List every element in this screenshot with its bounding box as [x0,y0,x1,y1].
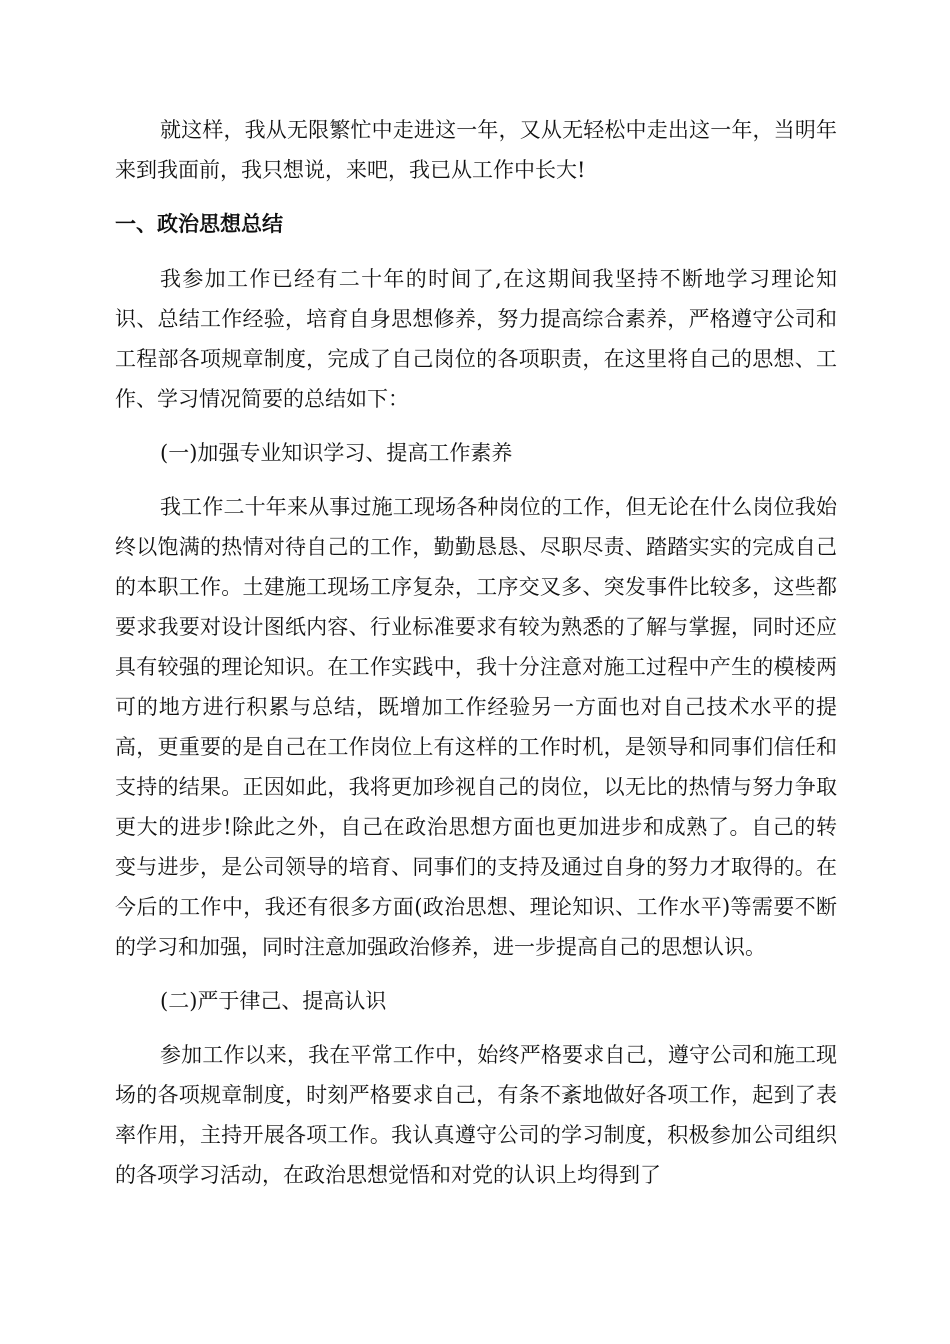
intro-paragraph: 就这样，我从无限繁忙中走进这一年，又从无轻松中走出这一年，当明年来到我面前，我只想说，来吧，我已从工作中长大! [115,118,837,182]
section-paragraph-overview: 我参加工作已经有二十年的时间了,在这期间我坚持不断地学习理论知识、总结工作经验，培育自身思想修养，努力提高综合素养，严格遵守公司和工程部各项规章制度，完成了自己岗位的各项职责，在这里将自己的思想、工作、学习情况简要的总结如下： [115,267,837,411]
subheading-professional-knowledge: (一)加强专业知识学习、提高工作素养 [160,441,513,465]
paragraph-professional-knowledge: 我工作二十年来从事过施工现场各种岗位的工作，但无论在什么岗位我始终以饱满的热情对待自己的工作，勤勤恳恳、尽职尽责、踏踏实实的完成自己的本职工作。土建施工现场工序复杂，工序交叉多、突发事件比较多，这些都要求我要对设计图纸内容、行业标准要求有较为熟悉的了解与掌握，同时还应具有较强的理论知识。在工作实践中，我十分注意对施工过程中产生的模棱两可的地方进行积累与总结，既增加工作经验另一方面也对自己技术水平的提高，更重要的是自己在工作岗位上有这样的工作时机，是领导和同事们信任和支持的结果。正因如此，我将更加珍视自己的岗位，以无比的热情与努力争取更大的进步!除此之外，自己在政治思想方面也更加进步和成熟了。自己的转变与进步，是公司领导的培育、同事们的支持及通过自身的努力才取得的。在今后的工作中，我还有很多方面(政治思想、理论知识、工作水平)等需要不断的学习和加强，同时注意加强政治修养，进一步提高自己的思想认识。 [115,495,837,959]
document-page [115,110,837,1209]
subheading-self-discipline: (二)严于律己、提高认识 [160,989,387,1013]
paragraph-self-discipline: 参加工作以来，我在平常工作中，始终严格要求自己，遵守公司和施工现场的各项规章制度，时刻严格要求自己，有条不紊地做好各项工作，起到了表率作用，主持开展各项工作。我认真遵守公司的学习制度，积极参加公司组织的各项学习活动，在政治思想觉悟和对党的认识上均得到了 [115,1043,837,1187]
section-heading-political-thought: 一、政治思想总结 [115,212,283,236]
